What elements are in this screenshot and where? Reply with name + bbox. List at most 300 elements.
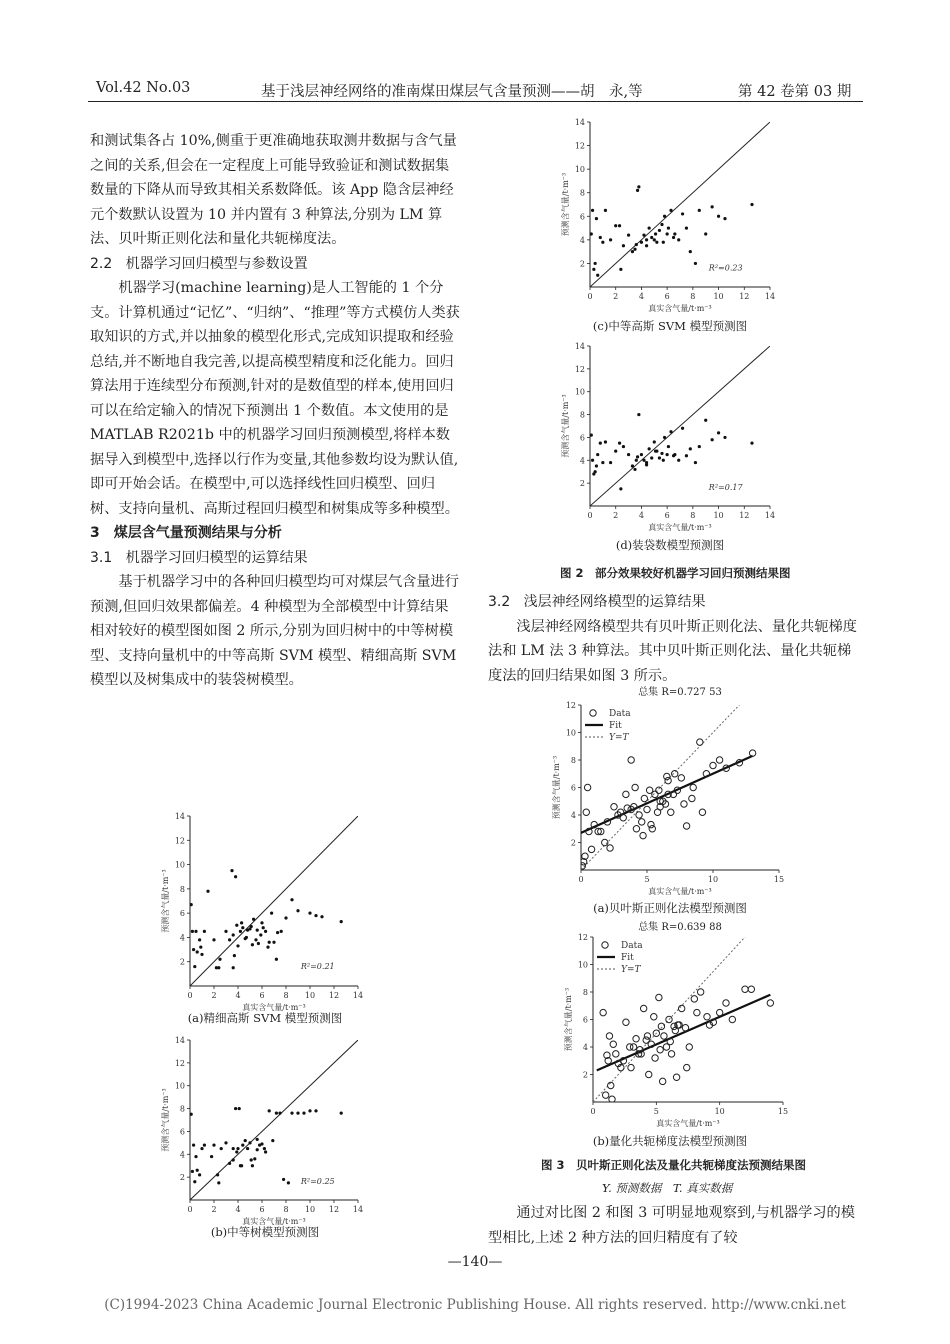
- data-point: [592, 268, 595, 271]
- data-point: [658, 456, 661, 459]
- data-point: [275, 958, 278, 961]
- x-tick-label: 2: [211, 991, 217, 1000]
- data-point: [217, 966, 220, 969]
- chart-fig3a: [545, 697, 795, 902]
- data-point: [667, 226, 670, 229]
- x-axis-label: 真实含气量/t·m⁻³: [648, 523, 712, 532]
- data-point: [193, 1180, 196, 1183]
- data-point: [684, 1064, 690, 1070]
- data-point: [235, 924, 238, 927]
- data-point: [252, 918, 255, 921]
- y-tick-label: 2: [179, 957, 185, 967]
- data-point: [194, 930, 197, 933]
- data-point: [649, 826, 655, 832]
- data-point: [591, 209, 594, 212]
- y-axis-label: 预测含气量/t·m⁻³: [161, 1088, 170, 1152]
- data-point: [686, 1044, 692, 1050]
- y-axis-label: 预测含气量/t·m⁻³: [564, 987, 573, 1052]
- x-tick-label: 10: [707, 875, 719, 884]
- data-point: [271, 1139, 274, 1142]
- data-point: [644, 1033, 650, 1039]
- data-point: [639, 819, 645, 825]
- data-point: [654, 232, 657, 235]
- data-point: [296, 909, 299, 912]
- y-axis-label: 预测含气量/t·m⁻³: [561, 394, 570, 458]
- y-axis-label: 预测含气量/t·m⁻³: [552, 755, 561, 820]
- x-tick-label: 0: [590, 1107, 596, 1116]
- data-point: [604, 209, 607, 212]
- x-tick-label: 10: [304, 991, 316, 1000]
- journal-volume: Vol.42 No.03: [96, 80, 191, 96]
- data-point: [588, 846, 594, 852]
- data-point: [240, 921, 243, 924]
- data-point: [218, 958, 221, 961]
- data-point: [340, 1112, 343, 1115]
- y-tick-label: 10: [577, 960, 588, 970]
- y-tick-label: 2: [579, 479, 585, 489]
- legend-ref-label: Y=T: [621, 965, 641, 975]
- y-axis-label: 预测含气量/t·m⁻³: [561, 172, 570, 237]
- data-point: [618, 224, 621, 227]
- data-point: [683, 823, 689, 829]
- data-point: [244, 1139, 247, 1142]
- data-point: [217, 1181, 220, 1184]
- paragraph-3: 基于机器学习中的各种回归模型均可对煤层气含量进行预测,但回归效果都偏差。4 种模型为全部模型中计算结果相对较好的模型图如图 2 所示,分别为回归树中的中等树模型、支持向量机中的中等高斯 SVM 模型、精细高斯 SVM 模型以及树集成中的装袋树模型。: [90, 574, 459, 688]
- data-point: [196, 1169, 199, 1172]
- data-point: [648, 226, 651, 229]
- data-point: [263, 1147, 266, 1150]
- right-column-bottom: [488, 1201, 862, 1250]
- data-point: [228, 938, 231, 941]
- data-point: [694, 461, 697, 464]
- running-title: 基于浅层神经网络的准南煤田煤层气含量预测——胡 永,等: [261, 84, 643, 100]
- y-tick-label: 14: [174, 812, 185, 821]
- data-point: [623, 1019, 629, 1025]
- data-point: [767, 1000, 773, 1006]
- data-point: [234, 1107, 237, 1110]
- data-point: [631, 464, 634, 467]
- data-point: [284, 916, 287, 919]
- data-point: [648, 821, 654, 827]
- x-tick-label: 4: [638, 511, 644, 520]
- r-squared-annotation: R²=0.21: [300, 962, 335, 971]
- y-tick-label: 4: [579, 456, 585, 466]
- data-point: [704, 419, 707, 422]
- data-point: [210, 1155, 213, 1158]
- data-point: [750, 442, 753, 445]
- data-point: [236, 944, 239, 947]
- data-point: [224, 930, 227, 933]
- paragraph-4: 浅层神经网络模型共有贝叶斯正则化法、量化共轭梯度法和 LM 法 3 种算法。其中贝叶斯正则化法、量化共轭梯度法的回归结果如图 3 所示。: [488, 618, 857, 684]
- data-point: [690, 784, 696, 790]
- data-point: [260, 921, 263, 924]
- data-point: [235, 1150, 238, 1153]
- data-point: [642, 459, 645, 462]
- data-point: [256, 1148, 259, 1151]
- y-tick-label: 12: [574, 364, 585, 374]
- figure-3-caption: 图 3 贝叶斯正则化法及量化共轭梯度法预测结果图: [541, 1158, 807, 1172]
- data-point: [642, 234, 645, 237]
- data-point: [232, 1147, 235, 1150]
- data-point: [268, 941, 271, 944]
- data-point: [682, 1025, 688, 1031]
- data-point: [636, 812, 642, 818]
- y-tick-label: 8: [179, 884, 185, 894]
- data-point: [661, 1033, 667, 1039]
- data-point: [716, 1009, 722, 1015]
- data-point: [658, 1023, 664, 1029]
- x-tick-label: 6: [664, 511, 670, 520]
- x-tick-label: 14: [764, 511, 776, 520]
- data-point: [685, 454, 688, 457]
- data-point: [256, 929, 259, 932]
- data-point: [633, 1036, 639, 1042]
- data-point: [192, 948, 195, 951]
- data-point: [711, 205, 714, 208]
- data-point: [228, 1162, 231, 1165]
- x-tick-label: 4: [235, 1205, 241, 1214]
- x-tick-label: 12: [739, 511, 750, 520]
- data-point: [280, 930, 283, 933]
- data-point: [678, 775, 684, 781]
- data-point: [224, 1141, 227, 1144]
- chart-fig2c: [560, 114, 780, 319]
- data-point: [250, 1158, 253, 1161]
- fig3b-title: 总集 R=0.639 88: [638, 922, 722, 933]
- data-point: [610, 1041, 616, 1047]
- data-point: [595, 464, 598, 467]
- data-point: [681, 427, 684, 430]
- data-point: [651, 1014, 657, 1020]
- data-point: [282, 1178, 285, 1181]
- reference-line-y-equals-t: [590, 346, 770, 506]
- data-point: [212, 1144, 215, 1147]
- data-point: [290, 898, 293, 901]
- x-tick-label: 14: [352, 1205, 364, 1214]
- y-tick-label: 10: [174, 1081, 185, 1091]
- reference-line-y-equals-t: [590, 122, 770, 287]
- legend: [597, 941, 643, 975]
- data-point: [750, 203, 753, 206]
- data-point: [609, 1096, 615, 1102]
- x-tick-label: 10: [714, 1107, 725, 1116]
- data-point: [264, 1150, 267, 1153]
- data-point: [665, 777, 671, 783]
- x-tick-label: 12: [328, 1205, 340, 1214]
- fit-line: [581, 756, 753, 833]
- data-point: [262, 926, 265, 929]
- copyright-footer: (C)1994-2023 China Academic Journal Electronic Publishing House. All rights reserved. http://www.cnki.net: [104, 1297, 846, 1313]
- y-tick-label: 12: [174, 1058, 185, 1068]
- data-point: [276, 931, 279, 934]
- data-point: [711, 438, 714, 441]
- data-point: [656, 787, 662, 793]
- data-point: [646, 1071, 652, 1077]
- data-point: [212, 938, 215, 941]
- legend-data-label: Data: [621, 941, 643, 951]
- section-2-2-title: 机器学习回归模型与参数设置: [125, 255, 308, 272]
- data-point: [622, 244, 625, 247]
- x-tick-label: 5: [653, 1107, 659, 1116]
- reference-line-y-equals-t: [593, 937, 745, 1102]
- plot-area: [190, 1040, 358, 1200]
- chart-fig2b: [160, 1032, 370, 1232]
- data-point: [698, 209, 701, 212]
- x-axis-label: 真实含气量/t·m⁻³: [242, 1217, 306, 1226]
- legend-data-marker: [590, 710, 596, 716]
- data-point: [636, 455, 639, 458]
- data-point: [193, 965, 196, 968]
- data-point: [633, 468, 636, 471]
- data-point: [694, 1009, 700, 1015]
- data-point: [234, 875, 237, 878]
- y-tick-label: 6: [582, 1015, 588, 1025]
- x-tick-label: 4: [638, 292, 644, 301]
- x-tick-label: 12: [328, 991, 340, 1000]
- x-tick-label: 10: [713, 511, 724, 520]
- data-point: [645, 238, 648, 241]
- data-point: [590, 434, 593, 437]
- x-tick-label: 14: [352, 991, 364, 1000]
- data-point: [259, 933, 262, 936]
- data-point: [677, 459, 680, 462]
- data-point: [320, 915, 323, 918]
- figure-3-note: Y. 预测数据 T. 真实数据: [602, 1181, 733, 1195]
- x-tick-label: 2: [613, 511, 619, 520]
- data-point: [596, 453, 599, 456]
- data-point: [264, 930, 267, 933]
- data-point: [190, 1113, 193, 1116]
- y-tick-label: 12: [577, 933, 588, 942]
- reference-line-y-equals-t: [190, 816, 358, 986]
- paragraph-1: 和测试集各占 10%,侧重于更准确地获取测井数据与含气量之间的关系,但会在一定程度上可能导致验证和测试数据集数量的下降从而导致其相关系数降低。该 App 隐含层神经元个数默认设置为 10 并内置有 3 种算法,分别为 LM 算法、贝叶斯正则化法和量化共轭梯度法。: [90, 133, 457, 247]
- data-point: [632, 784, 638, 790]
- r-squared-annotation: R²=0.25: [300, 1177, 335, 1186]
- data-point: [716, 757, 722, 763]
- data-point: [637, 185, 640, 188]
- data-point: [656, 994, 662, 1000]
- data-point: [191, 1170, 194, 1173]
- data-point: [220, 1147, 223, 1150]
- plot-area: [590, 122, 770, 287]
- data-point: [635, 459, 638, 462]
- x-tick-label: 2: [211, 1205, 217, 1214]
- y-tick-label: 4: [582, 1043, 588, 1052]
- plot-area: [579, 705, 756, 870]
- x-tick-label: 6: [259, 1205, 265, 1214]
- plot-area: [590, 346, 770, 506]
- data-point: [627, 1044, 633, 1050]
- data-point: [198, 1173, 201, 1176]
- data-point: [278, 1112, 281, 1115]
- data-point: [655, 241, 658, 244]
- data-point: [287, 1181, 290, 1184]
- data-point: [624, 805, 630, 811]
- data-point: [704, 232, 707, 235]
- data-point: [659, 1078, 665, 1084]
- data-point: [717, 431, 720, 434]
- data-point: [645, 244, 648, 247]
- y-tick-label: 2: [570, 838, 576, 848]
- data-point: [248, 1141, 251, 1144]
- data-point: [203, 1144, 206, 1147]
- data-point: [654, 450, 657, 453]
- data-point: [660, 452, 663, 455]
- x-tick-label: 0: [587, 292, 593, 301]
- data-point: [619, 268, 622, 271]
- paragraph-2: 机器学习(machine learning)是人工智能的 1 个分支。计算机通过“记忆”、“归纳”、“推理”等方式模仿人类获取知识的方式,并以抽象的模型化形式,完成知识提取和经验总结,并不断地自我完善,以提高模型精度和泛化能力。回归算法用于连续型分布预测,针对的是数值型的样本,使用回归可以在给定输入的情况下预测出 1 个数值。本文使用的是 MATLAB R2021b 中的机器学习回归预测模型,将样本数据导入到模型中,选择以行作为变量,其他参数均设为默认值,即可开始会话。在模型中,可以选择线性回归模型、回归树、支持向量机、高斯过程回归模型和树集成等多种模型。: [90, 280, 460, 517]
- data-point: [689, 795, 695, 801]
- data-point: [314, 1109, 317, 1112]
- x-axis-label: 真实含气量/t·m⁻³: [656, 1119, 720, 1128]
- fig2c-caption: (c)中等高斯 SVM 模型预测图: [592, 319, 748, 333]
- data-point: [232, 966, 235, 969]
- y-tick-label: 8: [579, 188, 585, 198]
- x-axis-label: 真实含气量/t·m⁻³: [648, 887, 712, 896]
- fig3b-caption: (b)量化共轭梯度法模型预测图: [592, 1134, 748, 1148]
- data-point: [599, 236, 602, 239]
- data-point: [596, 274, 599, 277]
- x-tick-label: 10: [304, 1205, 316, 1214]
- data-point: [640, 241, 643, 244]
- data-point: [652, 1055, 658, 1061]
- legend-fit-label: Fit: [621, 953, 634, 963]
- data-point: [697, 989, 703, 995]
- y-axis-label: 预测含气量/t·m⁻³: [161, 869, 170, 933]
- data-point: [633, 248, 636, 251]
- data-point: [230, 869, 233, 872]
- data-point: [251, 943, 254, 946]
- x-tick-label: 2: [613, 292, 619, 301]
- data-point: [710, 762, 716, 768]
- data-point: [723, 1000, 729, 1006]
- x-tick-label: 8: [690, 511, 696, 520]
- reference-line-y-equals-t: [190, 1040, 358, 1200]
- data-point: [662, 459, 665, 462]
- y-tick-label: 2: [179, 1173, 185, 1183]
- data-point: [698, 445, 701, 448]
- data-point: [640, 1005, 646, 1011]
- data-point: [633, 826, 639, 832]
- y-tick-label: 4: [179, 1150, 185, 1160]
- data-point: [723, 217, 726, 220]
- data-point: [637, 413, 640, 416]
- data-point: [196, 950, 199, 953]
- data-point: [240, 1164, 243, 1167]
- data-point: [609, 461, 612, 464]
- legend-data-marker: [602, 942, 608, 948]
- chart-fig3b: [545, 929, 795, 1134]
- figure-2-caption: 图 2 部分效果较好机器学习回归预测结果图: [560, 566, 791, 580]
- data-point: [742, 986, 748, 992]
- header-rule: [88, 101, 863, 102]
- data-point: [275, 1112, 278, 1115]
- data-point: [631, 250, 634, 253]
- legend-ref-label: Y=T: [609, 733, 629, 743]
- data-point: [645, 463, 648, 466]
- data-point: [594, 262, 597, 265]
- data-point: [253, 1157, 256, 1160]
- data-point: [689, 250, 692, 253]
- data-point: [251, 1164, 254, 1167]
- data-point: [314, 914, 317, 917]
- data-point: [609, 238, 612, 241]
- y-tick-label: 8: [570, 756, 576, 765]
- data-point: [604, 440, 607, 443]
- y-tick-label: 6: [579, 433, 585, 443]
- y-tick-label: 4: [579, 235, 585, 245]
- data-point: [667, 445, 670, 448]
- data-point: [206, 890, 209, 893]
- data-point: [619, 487, 622, 490]
- data-point: [607, 845, 613, 851]
- data-point: [653, 238, 656, 241]
- data-point: [636, 189, 639, 192]
- x-tick-label: 4: [235, 991, 241, 1000]
- data-point: [628, 757, 634, 763]
- y-tick-label: 2: [582, 1070, 588, 1080]
- data-point: [653, 440, 656, 443]
- data-point: [635, 243, 638, 246]
- data-point: [296, 1112, 299, 1115]
- section-3-heading: 3 煤层含气量预测结果与分析: [90, 525, 282, 541]
- section-3-2-heading: [488, 590, 862, 615]
- data-point: [290, 1112, 293, 1115]
- y-tick-label: 12: [174, 836, 185, 846]
- data-point: [650, 456, 653, 459]
- data-point: [246, 1147, 249, 1150]
- paragraph-5: 通过对比图 2 和图 3 可明显地观察到,与机器学习的模型相比,上述 2 种方法的回归精度有了较: [488, 1205, 855, 1246]
- fig2b-caption: (b)中等树模型预测图: [210, 1225, 320, 1239]
- data-point: [694, 262, 697, 265]
- data-point: [590, 232, 593, 235]
- data-point: [606, 1033, 612, 1039]
- section-3-1-number: 3.1: [90, 549, 113, 566]
- x-tick-label: 15: [777, 1107, 789, 1116]
- fig3a-title: 总集 R=0.727 53: [638, 687, 722, 698]
- data-point: [583, 809, 589, 815]
- x-tick-label: 0: [187, 991, 193, 1000]
- fig3a-caption: (a)贝叶斯正则化法模型预测图: [593, 901, 747, 915]
- data-point: [600, 1009, 606, 1015]
- data-point: [270, 912, 273, 915]
- x-tick-label: 14: [764, 292, 776, 301]
- y-tick-label: 8: [582, 988, 588, 997]
- page-number: —140—: [447, 1254, 503, 1270]
- data-point: [256, 1138, 259, 1141]
- data-point: [689, 447, 692, 450]
- data-point: [678, 1005, 684, 1011]
- data-point: [254, 938, 257, 941]
- data-point: [623, 791, 629, 797]
- data-point: [723, 436, 726, 439]
- data-point: [241, 1144, 244, 1147]
- x-tick-label: 0: [187, 1205, 193, 1214]
- r-squared-annotation: R²=0.17: [708, 483, 743, 492]
- data-point: [245, 936, 248, 939]
- y-tick-label: 6: [579, 212, 585, 222]
- data-point: [233, 954, 236, 957]
- legend: [585, 709, 631, 743]
- data-point: [641, 795, 647, 801]
- data-point: [591, 459, 594, 462]
- data-point: [302, 1112, 305, 1115]
- data-point: [657, 1047, 663, 1053]
- journal-volume-cn: 第 42 卷第 03 期: [738, 84, 852, 100]
- data-point: [627, 453, 630, 456]
- data-point: [681, 212, 684, 215]
- section-3-2-title: 浅层神经网络模型的运算结果: [523, 594, 706, 610]
